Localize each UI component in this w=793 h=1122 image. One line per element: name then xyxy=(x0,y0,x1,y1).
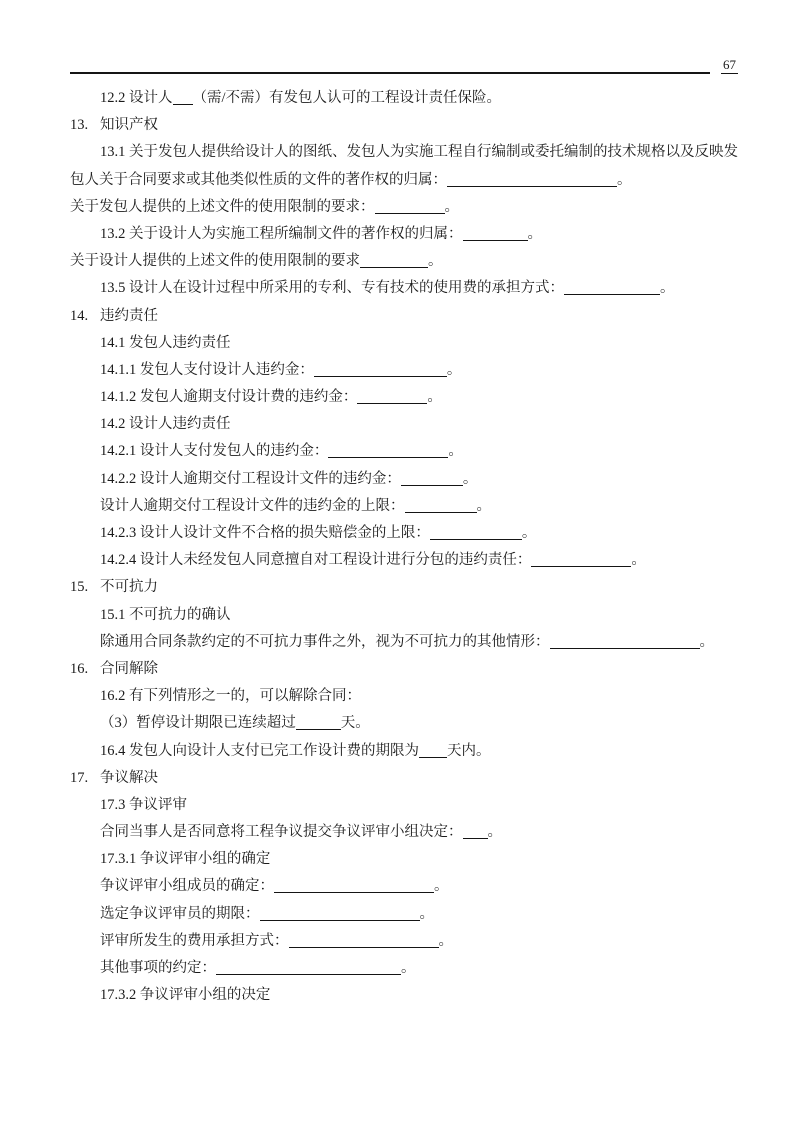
fill-in-blank xyxy=(360,254,428,268)
fill-in-blank xyxy=(260,907,420,921)
document-line xyxy=(70,357,753,384)
section-number: 13. xyxy=(70,117,89,134)
document-line xyxy=(70,738,753,765)
line-text: 17.3 争议评审 xyxy=(100,796,187,813)
document-line xyxy=(70,683,753,710)
line-text: 14.2 设计人违约责任 xyxy=(100,416,231,433)
line-text: 14.1.1 发包人支付设计人违约金： xyxy=(100,361,314,378)
line-text: 14.1.2 发包人逾期支付设计费的违约金： xyxy=(100,389,358,406)
document-line xyxy=(70,493,753,520)
document-line xyxy=(70,819,753,846)
document-line xyxy=(70,629,753,656)
document-line xyxy=(70,167,753,194)
line-text: 。 xyxy=(401,960,416,976)
line-text: 14.2.3 设计人设计文件不合格的损失赔偿金的上限： xyxy=(100,525,430,541)
fill-in-blank xyxy=(531,553,631,567)
line-text: 。 xyxy=(428,253,443,270)
document-line xyxy=(70,710,753,737)
document-line xyxy=(70,85,753,112)
fill-in-blank xyxy=(314,363,447,377)
document-line xyxy=(70,982,753,1009)
document-line xyxy=(70,384,753,411)
line-text: 14.1 发包人违约责任 xyxy=(100,334,231,351)
line-text: 不可抗力 xyxy=(100,579,158,596)
line-text: 天。 xyxy=(340,715,370,732)
line-text: 。 xyxy=(448,443,463,460)
line-text: 违约责任 xyxy=(100,307,158,324)
section-number: 15. xyxy=(70,579,89,596)
line-text: 。 xyxy=(462,470,478,487)
line-text: 关于设计人提供的上述文件的使用限制的要求 xyxy=(70,253,360,270)
section-number: 14. xyxy=(70,307,89,324)
document-line xyxy=(70,955,753,982)
fill-in-blank xyxy=(357,390,427,404)
line-text: 。 xyxy=(660,280,675,297)
line-text: 13.5 设计人在设计过程中所采用的专利、专有技术的使用费的承担方式： xyxy=(100,280,564,297)
document-line xyxy=(70,466,753,493)
line-text: 争议解决 xyxy=(100,769,158,786)
page-header xyxy=(70,0,738,74)
document-line xyxy=(70,547,753,574)
line-text: 16.4 发包人向设计人支付已完工作设计费的期限为 xyxy=(100,742,419,759)
line-text: （3）暂停设计期限已连续超过 xyxy=(100,715,296,732)
line-text: 包人关于合同要求或其他类似性质的文件的著作权的归属： xyxy=(70,171,447,188)
line-text: 16.2 有下列情形之一的，可以解除合同： xyxy=(100,688,361,705)
line-text: 。 xyxy=(487,824,502,841)
line-text: 。 xyxy=(617,171,632,188)
line-text: 天内。 xyxy=(447,742,491,759)
fill-in-blank xyxy=(430,526,522,540)
line-text: （需/不需）有发包人认可的工程设计责任保险。 xyxy=(192,90,502,106)
fill-in-blank xyxy=(173,91,193,105)
line-text: 13.1 关于发包人提供给设计人的图纸、发包人为实施工程自行编制或委托编制的技术规格以及反映发 xyxy=(100,144,738,161)
line-text: 。 xyxy=(434,878,449,895)
fill-in-blank xyxy=(447,173,617,187)
fill-in-blank xyxy=(401,472,463,486)
line-text: 其他事项的约定： xyxy=(100,960,216,976)
line-text: 17.3.2 争议评审小组的决定 xyxy=(100,987,271,1004)
fill-in-blank xyxy=(289,934,439,948)
line-text: 。 xyxy=(438,932,453,949)
fill-in-blank xyxy=(274,879,434,893)
document-line xyxy=(70,303,753,330)
fill-in-blank xyxy=(216,961,401,975)
line-text: 关于发包人提供的上述文件的使用限制的要求： xyxy=(70,198,375,215)
line-text: 评审所发生的费用承担方式： xyxy=(100,932,289,949)
document-line xyxy=(70,411,753,438)
line-text: 合同当事人是否同意将工程争议提交争议评审小组决定： xyxy=(100,824,463,841)
line-text: 。 xyxy=(419,905,434,922)
document-line xyxy=(70,574,753,601)
document-line xyxy=(70,221,753,248)
document-line xyxy=(70,438,753,465)
header-rule xyxy=(70,62,710,74)
line-text: 选定争议评审员的期限： xyxy=(100,905,260,922)
document-line xyxy=(70,873,753,900)
line-text: 。 xyxy=(476,497,491,514)
document-line xyxy=(70,194,753,221)
line-text: 15.1 不可抗力的确认 xyxy=(100,606,231,623)
document-line xyxy=(70,846,753,873)
line-text: 。 xyxy=(527,225,542,242)
line-text: 合同解除 xyxy=(100,660,158,677)
document-line xyxy=(70,928,753,955)
document-line xyxy=(70,248,753,275)
document-line xyxy=(70,602,753,629)
line-text: 。 xyxy=(521,525,537,541)
line-text: 。 xyxy=(699,633,714,650)
section-number: 16. xyxy=(70,660,89,677)
fill-in-blank xyxy=(405,499,477,513)
line-text: 。 xyxy=(446,361,462,378)
fill-in-blank xyxy=(550,635,700,649)
document-line xyxy=(70,330,753,357)
line-text: 13.2 关于设计人为实施工程所编制文件的著作权的归属： xyxy=(100,225,463,242)
line-text: 知识产权 xyxy=(100,117,158,134)
document-body xyxy=(70,85,753,1009)
line-text: 。 xyxy=(427,389,442,406)
fill-in-blank xyxy=(419,744,447,758)
line-text: 14.2.4 设计人未经发包人同意擅自对工程设计进行分包的违约责任： xyxy=(100,552,532,569)
fill-in-blank xyxy=(463,825,488,839)
fill-in-blank xyxy=(375,200,445,214)
document-line xyxy=(70,765,753,792)
line-text: 14.2.1 设计人支付发包人的违约金： xyxy=(100,443,329,460)
document-line xyxy=(70,275,753,302)
page-number: 67 xyxy=(723,57,736,72)
document-line xyxy=(70,520,753,547)
fill-in-blank xyxy=(296,716,341,730)
fill-in-blank xyxy=(328,444,448,458)
line-text: 17.3.1 争议评审小组的确定 xyxy=(100,851,271,868)
line-text: 争议评审小组成员的确定： xyxy=(100,878,274,895)
line-text: 除通用合同条款约定的不可抗力事件之外，视为不可抗力的其他情形： xyxy=(100,633,550,650)
line-text: 。 xyxy=(444,198,459,215)
line-text: 。 xyxy=(631,552,646,569)
document-line xyxy=(70,139,753,166)
fill-in-blank xyxy=(564,281,660,295)
section-number: 17. xyxy=(70,769,89,786)
document-line xyxy=(70,112,753,139)
line-text: 14.2.2 设计人逾期交付工程设计文件的违约金： xyxy=(100,470,401,487)
document-line xyxy=(70,792,753,819)
document-line xyxy=(70,901,753,928)
document-line xyxy=(70,656,753,683)
line-text: 12.2 设计人 xyxy=(100,90,173,106)
fill-in-blank xyxy=(463,227,528,241)
line-text: 设计人逾期交付工程设计文件的违约金的上限： xyxy=(100,497,405,514)
